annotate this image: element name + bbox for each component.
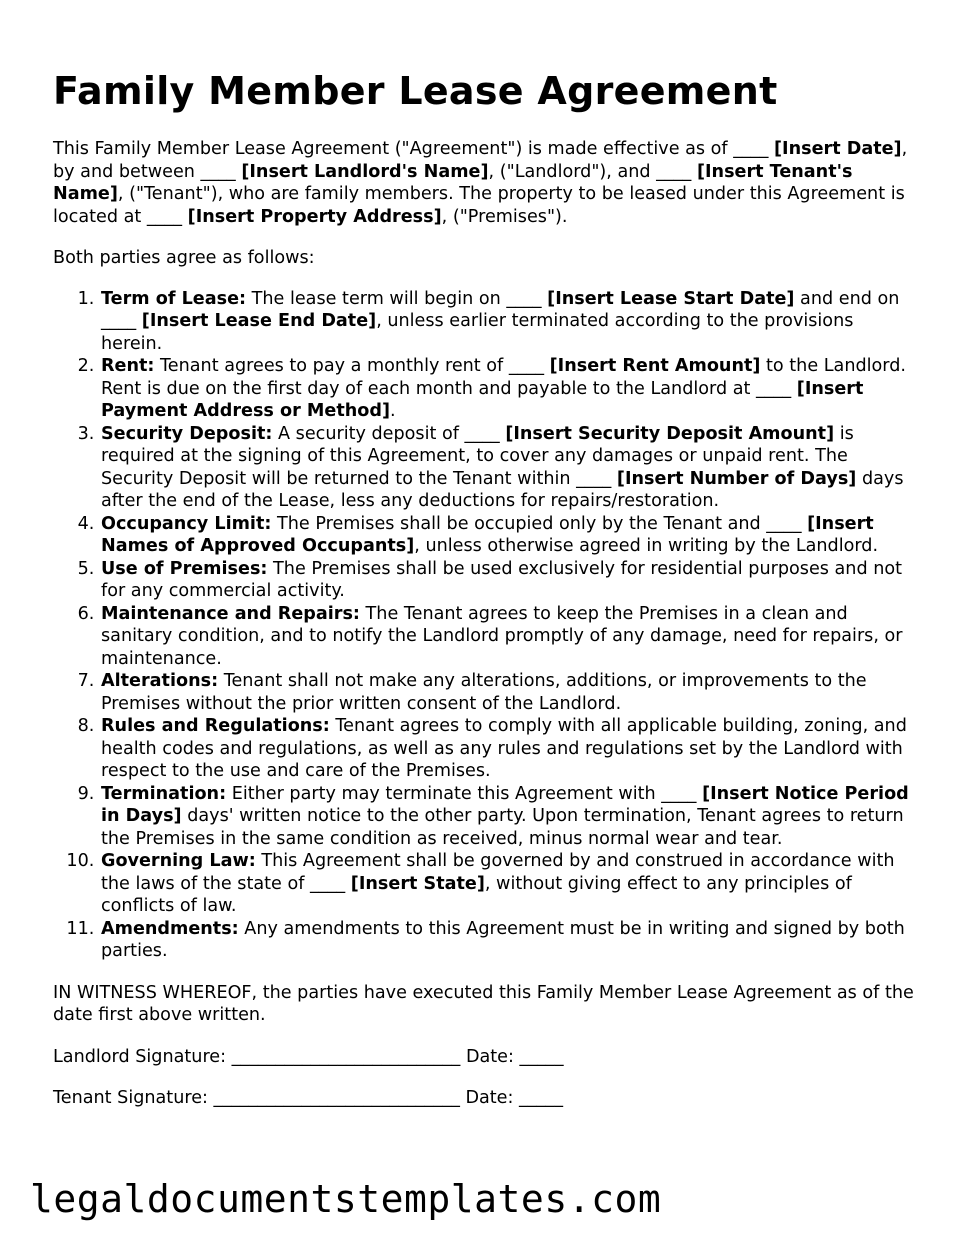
placeholder-landlord-name: [Insert Landlord's Name] [241,161,489,182]
clause-text: . [390,401,396,421]
clause-text: This Agreement shall be governed by and construed in accordance with the laws of the state of ____ [101,851,895,894]
clause-text: Tenant shall not make any alterations, additions, or improvements to the Premises without the prior written consent of the Landlord. [101,671,867,714]
clause-rent [100,355,915,423]
intro-text-2: , by and between ____ [53,139,908,182]
clause-text: The Premises shall be occupied only by the Tenant and ____ [271,513,808,534]
placeholder-tenant-name: [Insert Tenant's Name] [53,161,853,204]
clause-text: is required at the signing of this Agreement, to cover any damages or unpaid rent. The Security Deposit will be returned to the Tenant within ____ [101,423,854,489]
clause-text: , unless earlier terminated according to the provisions herein. [101,311,854,354]
intro-text-4: , ("Tenant"), who are family members. The property to be leased under this Agreement is located at ____ [53,184,905,227]
clause-heading: Term of Lease: [101,288,247,309]
intro-text-1: This Family Member Lease Agreement ("Agreement") is made effective as of ____ [53,139,774,159]
placeholder-notice-period: [Insert Notice Period in Days] [101,783,909,826]
clause-heading: Rules and Regulations: [101,716,330,736]
placeholder-rent-amount: [Insert Rent Amount] [549,356,761,376]
clause-occupancy-limit [100,513,915,558]
clause-text: A security deposit of ____ [272,423,506,444]
clause-heading: Termination: [101,783,227,804]
clause-heading: Governing Law: [101,851,256,871]
tenant-signature-line: Tenant Signature: ____________________________ Date: _____ [53,1088,564,1108]
clause-text: The Tenant agrees to keep the Premises in a clean and sanitary condition, and to notify the Landlord promptly of any damage, need for repairs, or maintenance. [101,603,903,669]
placeholder-deposit-amount: [Insert Security Deposit Amount] [505,423,835,444]
clause-text: , without giving effect to any principles of conflicts of law. [101,873,852,916]
clause-list [53,288,915,963]
document-title: Family Member Lease Agreement [53,69,778,113]
clause-use-of-premises [100,558,915,603]
clause-text: days' written notice to the other party. Upon termination, Tenant agrees to return the Premises in the same condition as received, minus normal wear and tear. [101,806,904,849]
clause-rules [100,715,915,783]
document-page [53,68,915,1129]
placeholder-property-address: [Insert Property Address] [187,206,442,227]
clause-termination [100,783,915,851]
placeholder-number-of-days: [Insert Number of Days] [616,468,857,489]
clause-text: The lease term will begin on ____ [246,288,548,309]
clause-heading: Rent: [101,356,155,376]
clause-text: Any amendments to this Agreement must be in writing and signed by both parties. [101,918,905,961]
clause-text: Either party may terminate this Agreement with ____ [226,783,703,804]
clause-governing-law [100,850,915,918]
clause-alterations [100,670,915,715]
clause-heading: Maintenance and Repairs: [101,603,360,624]
clause-heading: Use of Premises: [101,558,268,579]
clause-heading: Security Deposit: [101,423,273,444]
agree-paragraph: Both parties agree as follows: [53,248,315,268]
placeholder-lease-end-date: [Insert Lease End Date] [141,311,377,331]
clause-heading: Amendments: [101,918,239,939]
placeholder-state: [Insert State] [350,873,485,894]
clause-heading: Occupancy Limit: [101,513,272,534]
placeholder-lease-start-date: [Insert Lease Start Date] [547,288,795,309]
clause-text: , unless otherwise agreed in writing by the Landlord. [414,536,879,556]
clause-heading: Alterations: [101,671,219,691]
intro-paragraph [53,138,915,228]
placeholder-payment-address: [Insert Payment Address or Method] [101,378,864,421]
clause-text: to the Landlord. Rent is due on the first day of each month and payable to the Landlord at ____ [101,356,906,399]
clause-text: and end on ____ [101,288,900,331]
clause-text: days after the end of the Lease, less any deductions for repairs/restoration. [101,468,904,511]
intro-text-5: , ("Premises"). [441,206,568,227]
placeholder-approved-occupants: [Insert Names of Approved Occupants] [101,513,874,556]
witness-paragraph: IN WITNESS WHEREOF, the parties have executed this Family Member Lease Agreement as of the date first above written. [53,982,914,1025]
intro-text-3: , ("Landlord"), and ____ [488,161,697,182]
landlord-signature-line: Landlord Signature: __________________________ Date: _____ [53,1046,564,1067]
clause-text: Tenant agrees to comply with all applicable building, zoning, and health codes and regulations, as well as any rules and regulations set by the Landlord with respect to the use and care of the Premises. [101,716,907,781]
clause-text: The Premises shall be used exclusively for residential purposes and not for any commercial activity. [101,558,903,601]
placeholder-date: [Insert Date] [774,139,902,159]
clause-text: Tenant agrees to pay a monthly rent of ____ [154,356,550,376]
clause-term-of-lease [100,288,915,356]
footer-watermark: legaldocumentstemplates.com [30,1177,662,1221]
clause-security-deposit [100,423,915,513]
clause-amendments [100,918,915,963]
clause-maintenance [100,603,915,671]
